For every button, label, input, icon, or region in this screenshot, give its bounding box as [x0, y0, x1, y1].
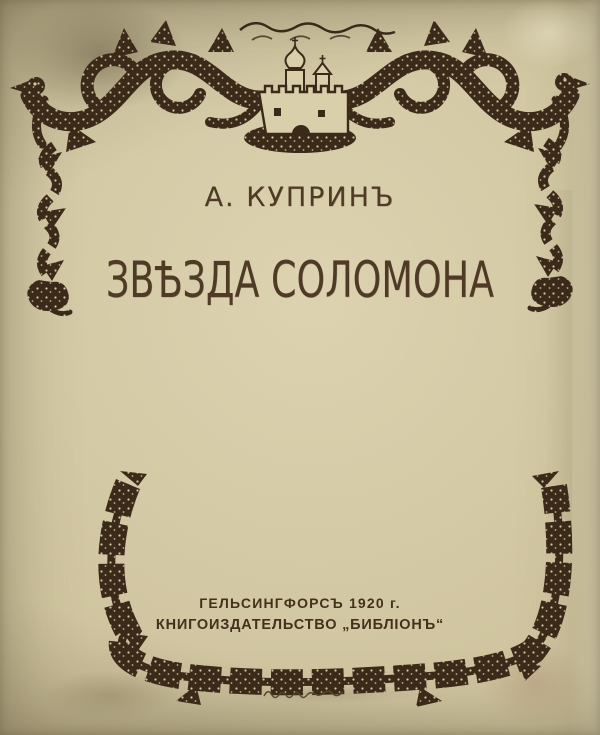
imprint-place-year: ГЕЛЬСИНГФОРСЪ 1920 г. [199, 595, 401, 611]
book-title: ЗВѢЗДА СОЛОМОНА [105, 251, 495, 309]
top-border-ornament [0, 0, 600, 162]
bird-head-motif [555, 73, 590, 91]
author-name: А. КУПРИНЪ [204, 182, 396, 213]
left-border-ornament [8, 142, 88, 320]
dragon-head-motif [10, 77, 45, 95]
bottom-border-ornament [0, 470, 600, 735]
pendant-chain [530, 142, 573, 310]
imprint-publisher: КНИГОИЗДАТЕЛЬСТВО „БИБЛІОНЪ“ [155, 616, 445, 633]
garland-border [111, 471, 559, 707]
clouds-motif [240, 23, 395, 40]
pendant-chain [27, 146, 70, 314]
onion-dome [286, 46, 305, 68]
right-border-ornament [512, 138, 592, 316]
tower-roof [314, 63, 331, 74]
